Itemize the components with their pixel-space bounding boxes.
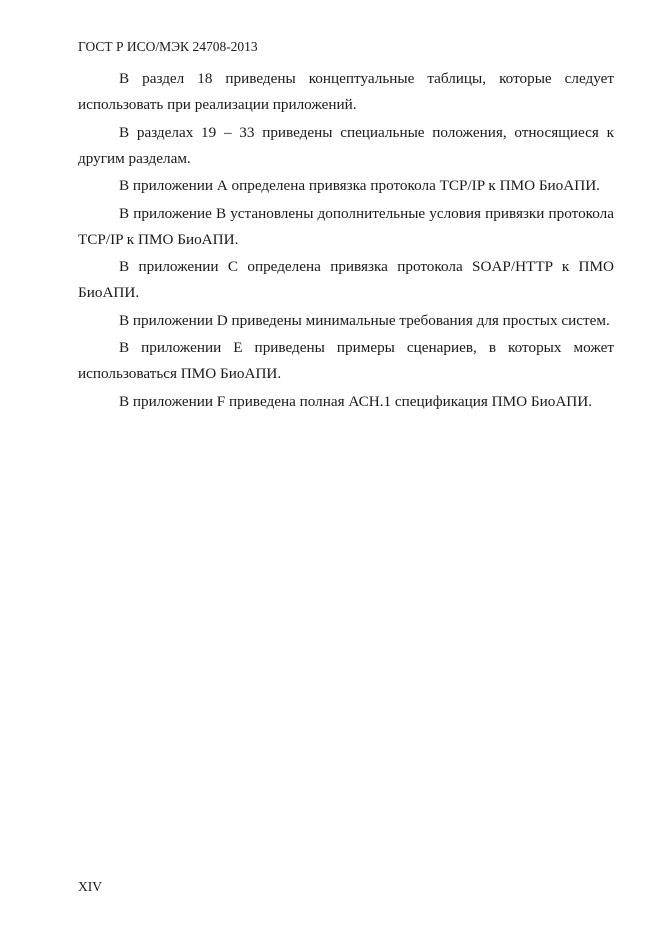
paragraph: В разделах 19 – 33 приведены специальные положения, относящиеся к другим разделам. [78,123,614,167]
paragraph: В раздел 18 приведены концептуальные таблицы, которые следует использовать при реализации приложений. [78,70,614,113]
body-text [78,66,614,416]
paragraph: В приложении А определена привязка протокола TCP/IP к ПМО БиоАПИ. [119,177,600,194]
paragraph: В приложении С определена привязка протокола SOAP/HTTP к ПМО БиоАПИ. [78,258,614,301]
paragraph: В приложение В установлены дополнительные условия привязки протокола TCP/IP к ПМО БиоАПИ. [78,204,614,248]
paragraph: В приложении F приведена полная АСН.1 спецификация ПМО БиоАПИ. [119,392,593,410]
page-header-standard-id: ГОСТ Р ИСО/МЭК 24708-2013 [78,39,258,54]
page-number: XIV [78,879,102,894]
paragraph: В приложении Е приведены примеры сценариев, в которых может использоваться ПМО БиоАПИ. [78,339,614,382]
paragraph: В приложении D приведены минимальные требования для простых систем. [119,311,610,329]
